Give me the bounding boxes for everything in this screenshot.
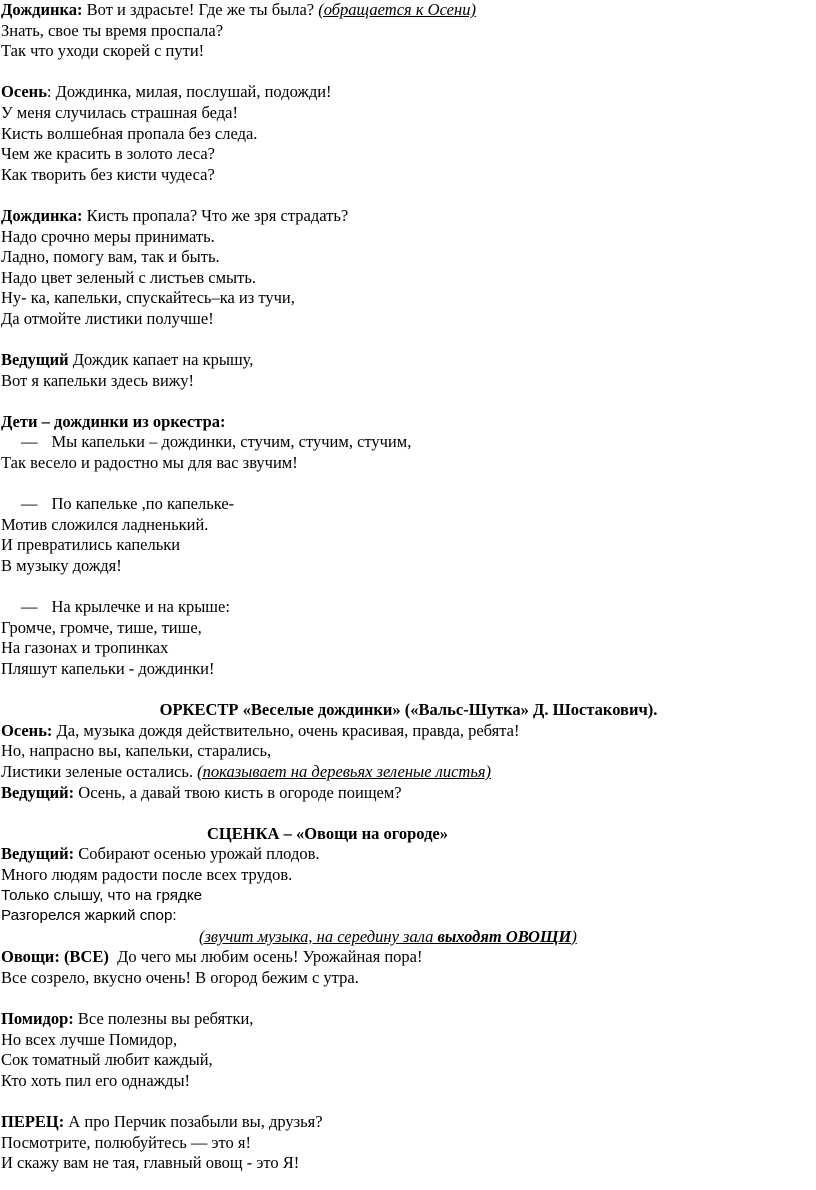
speaker-label: Ведущий	[1, 350, 69, 370]
text-line: Много людям радости после всех трудов.	[1, 864, 293, 884]
text-line: Все созрело, вкусно очень! В огород бежим с утра.	[1, 967, 359, 987]
speaker-label: Дождинка:	[1, 0, 83, 19]
text-line: Чем же красить в золото леса?	[1, 144, 215, 164]
dash-line: — На крылечке и на крыше:	[21, 597, 230, 617]
text-line: Дождинка: Кисть пропала? Что же зря страдать?	[1, 205, 349, 225]
stage-direction: (звучит музыка, на середину зала выходят ОВОЩИ)	[199, 926, 577, 946]
text-line: Да отмойте листики получше!	[1, 308, 214, 328]
blank-line	[1, 185, 816, 206]
dash-line: — Мы капельки – дождинки, стучим, стучим, стучим,	[21, 432, 412, 452]
text-line: Кисть волшебная пропала без следа.	[1, 123, 258, 143]
text-line: Мотив сложился ладненький.	[1, 514, 209, 534]
text-line: Разгорелся жаркий спор:	[1, 907, 177, 925]
blank-line	[1, 391, 816, 412]
text-line: Листики зеленые остались. (показывает на деревьях зеленые листья)	[1, 761, 492, 781]
dash-mark: —	[21, 494, 38, 514]
speaker-label: Ведущий:	[1, 782, 75, 802]
text-line: У меня случилась страшная беда!	[1, 102, 238, 122]
text-line: Ведущий: Осень, а давай твою кисть в огороде поищем?	[1, 782, 402, 802]
text-line: Знать, свое ты время проспала?	[1, 20, 224, 40]
speaker-label: Осень	[1, 82, 47, 102]
text-line: Как творить без кисти чудеса?	[1, 164, 215, 184]
speaker-label: Дождинка:	[1, 205, 83, 225]
dash-line: — По капельке ,по капельке-	[21, 494, 235, 514]
blank-line	[1, 577, 816, 598]
speaker-label: Ведущий:	[1, 844, 75, 864]
text-line: Пляшут капельки - дождинки!	[1, 659, 215, 678]
text-line: Но всех лучше Помидор,	[1, 1029, 178, 1049]
speaker-label: Дети – дождинки из оркестра:	[1, 411, 226, 431]
text-line: Ведущий: Собирают осенью урожай плодов.	[1, 844, 320, 864]
text-line: Ну- ка, капельки, спускайтесь–ка из тучи,	[1, 288, 295, 308]
text-line: Надо цвет зеленый с листьев смыть.	[1, 267, 256, 287]
text-line: Ведущий Дождик капает на крышу,	[1, 350, 254, 370]
speaker-label: ПЕРЕЦ:	[1, 1112, 65, 1132]
text-line: Так что уходи скорей с пути!	[1, 41, 205, 61]
text-line: Осень: Дождинка, милая, послушай, подожди!	[1, 82, 332, 102]
text-line: Дождинка: Вот и здрасьте! Где же ты была? (обращается к Осени)	[1, 0, 476, 19]
dash-mark: —	[21, 597, 38, 617]
blank-line	[1, 989, 816, 1010]
stage-direction: (обращается к Осени)	[318, 0, 476, 19]
text-line: Ладно, помогу вам, так и быть.	[1, 247, 220, 267]
stage-direction: (показывает на деревьях зеленые листья)	[197, 761, 492, 781]
text-line: Только слышу, что на грядке	[1, 886, 203, 904]
text-line: Вот я капельки здесь вижу!	[1, 370, 194, 390]
text-line: Посмотрите, полюбуйтесь — это я!	[1, 1132, 251, 1152]
text-line: Осень: Да, музыка дождя действительно, очень красивая, правда, ребята!	[1, 720, 520, 740]
text-line: Надо срочно меры принимать.	[1, 226, 215, 246]
text-line: На газонах и тропинках	[1, 638, 169, 658]
speaker-label: Помидор:	[1, 1009, 74, 1029]
section-heading: ОРКЕСТР «Веселые дождинки» («Вальс-Шутка» Д. Шостакович).	[159, 700, 658, 720]
blank-line	[1, 1091, 816, 1112]
section-heading: СЦЕНКА – «Овощи на огороде»	[207, 823, 448, 843]
text-line: В музыку дождя!	[1, 556, 122, 576]
text-line: Но, напрасно вы, капельки, старались,	[1, 741, 272, 761]
speaker-label: Осень:	[1, 720, 53, 740]
blank-line	[1, 330, 816, 351]
text-line: ПЕРЕЦ: А про Перчик позабыли вы, друзья?	[1, 1112, 323, 1132]
text-line: И превратились капельки	[1, 535, 181, 555]
blank-line	[1, 62, 816, 83]
text-line: Громче, громче, тише, тише,	[1, 617, 202, 637]
dash-mark: —	[21, 432, 38, 452]
text-line: Так весело и радостно мы для вас звучим!	[1, 453, 298, 473]
text-line: Кто хоть пил его однажды!	[1, 1070, 191, 1090]
text-line	[1, 412, 816, 433]
text-line: И скажу вам не тая, главный овощ - это Я!	[1, 1153, 300, 1173]
text-line: Сок томатный любит каждый,	[1, 1050, 213, 1070]
text-line: Помидор: Все полезны вы ребятки,	[1, 1009, 254, 1029]
text-line: Овощи: (ВСЕ) До чего мы любим осень! Урожайная пора!	[1, 947, 423, 967]
blank-line	[1, 680, 816, 701]
blank-line	[1, 474, 816, 495]
speaker-label: Овощи: (ВСЕ)	[1, 947, 109, 967]
blank-line	[1, 803, 816, 824]
